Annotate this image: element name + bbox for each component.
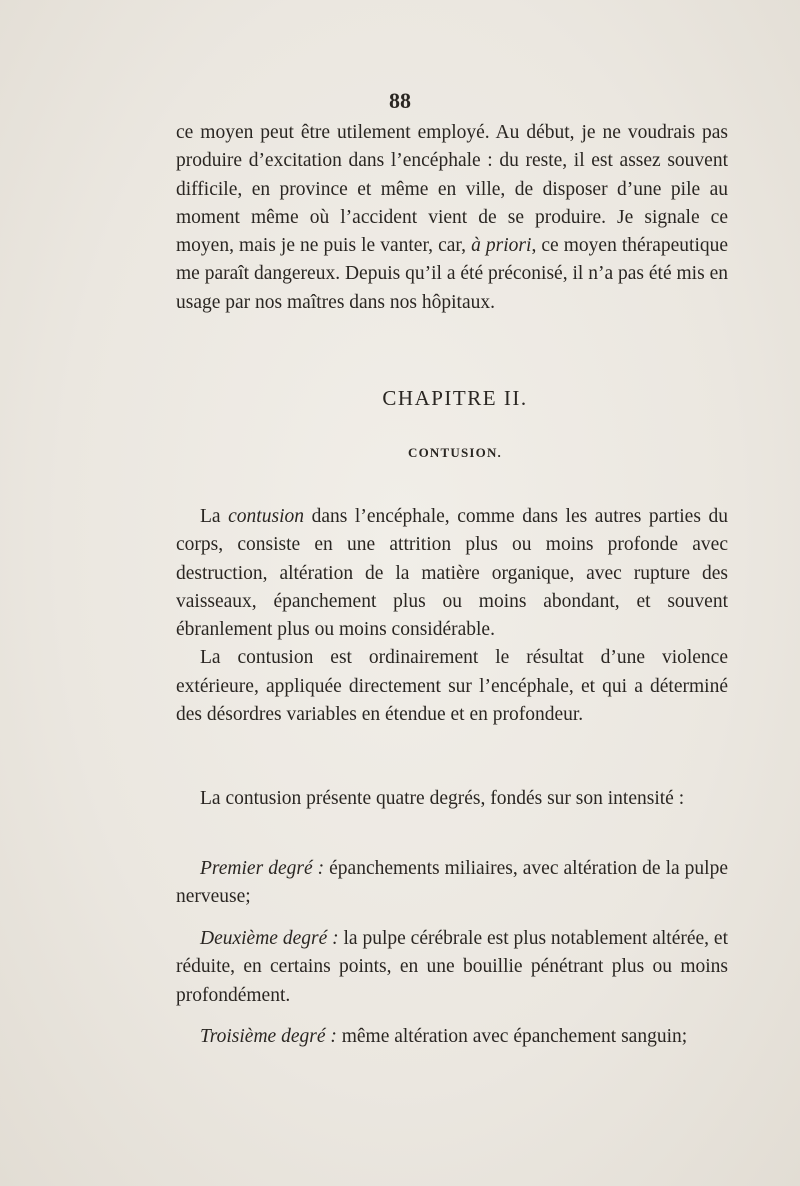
degree-1-label: Premier degré : <box>200 858 325 879</box>
contusion-italic: contusion <box>228 506 304 527</box>
top-paragraph <box>176 119 728 317</box>
degree-2-paragraph <box>176 925 728 1010</box>
page-number: 88 <box>389 88 411 113</box>
contusion-definition-paragraph <box>176 503 728 729</box>
top-paragraph-text-2: , ce moyen thérapeutique me paraît dangereux. Depuis qu’il a été préconisé, il n’a pas été mis en usage par nos maîtres dans nos hôpitaux. <box>176 235 729 313</box>
degree-2-text: la pulpe cérébrale est plus notablement altérée, et réduite, en certains points, en une bouillie pénétrant plus ou moins profondément. <box>176 928 728 1006</box>
contusion-text-1: La <box>200 506 229 527</box>
section-title: CONTUSION. <box>408 445 502 460</box>
degree-3-paragraph <box>176 1023 728 1051</box>
degree-3-text: même altération avec épanchement sanguin; <box>336 1026 688 1047</box>
top-paragraph-text-1: ce moyen peut être utilement employé. Au début, je ne voudrais pas produire d’excitation dans l’encéphale : du reste, il est assez souvent difficile, en province et même en ville, de disposer d’une pile au moment même où l’accident vient de se produire. Je signale ce moyen, mais je ne puis le vanter, car, <box>176 122 728 257</box>
contusion-text-2: dans l’encéphale, comme dans les autres parties du corps, consiste en une attrition plus ou moins profonde avec destruction, altération de la matière organique, avec rupture des vaisseaux, épanchement plus ou moins abondant, et souvent ébranlement plus ou moins considérable. <box>176 506 728 641</box>
degree-1-text: épanchements miliaires, avec altération de la pulpe nerveuse; <box>176 858 728 908</box>
contusion-result-paragraph: La contusion est ordinairement le résultat d’une violence extérieure, appliquée directement sur l’encéphale, et qui a déterminé des désordres variables en étendue et en profondeur. <box>176 647 728 726</box>
degree-3-label: Troisième degré : <box>200 1026 337 1047</box>
degree-2-label: Deuxième degré : <box>200 928 339 949</box>
degrees-intro-text: La contusion présente quatre degrés, fondés sur son intensité : <box>200 788 685 809</box>
degree-1-paragraph <box>176 855 728 912</box>
degrees-intro-paragraph <box>176 785 728 813</box>
top-paragraph-italic: à priori <box>471 235 532 257</box>
chapter-title: CHAPITRE II. <box>382 386 528 410</box>
